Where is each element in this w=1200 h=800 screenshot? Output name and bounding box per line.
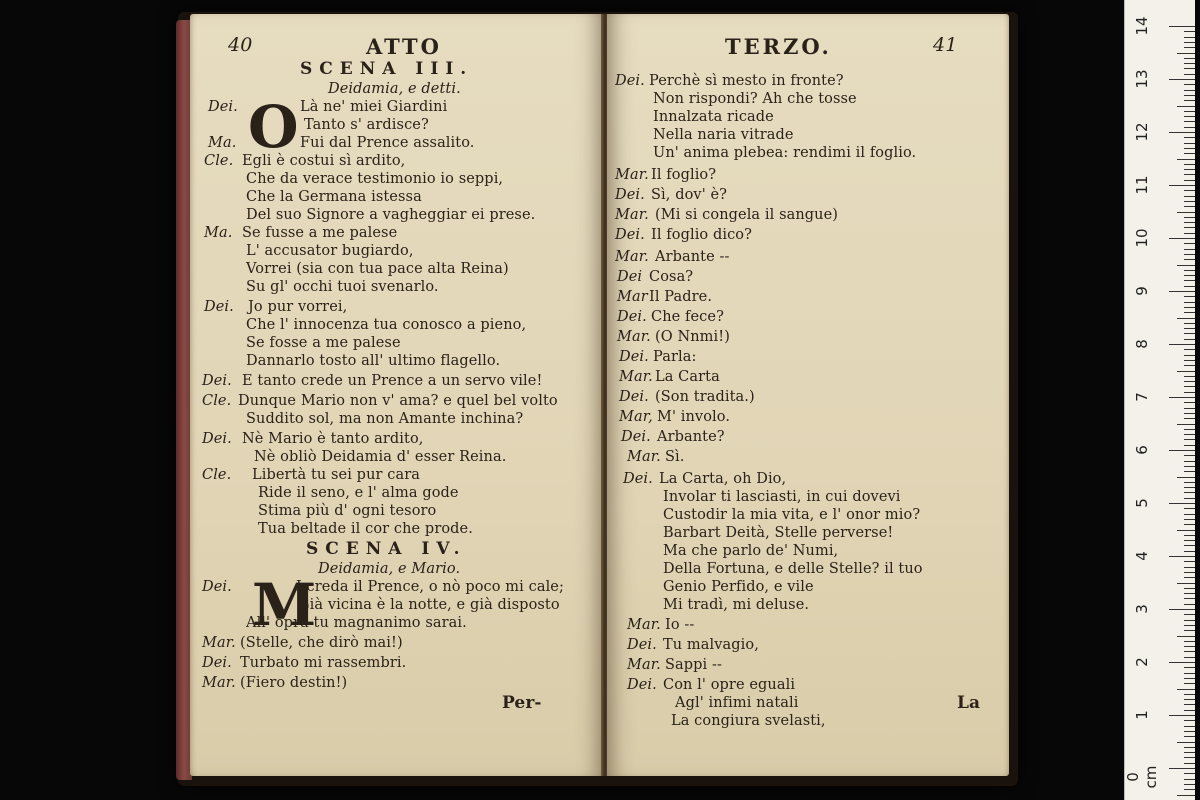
ruler-tick — [1184, 524, 1195, 525]
ruler-tick — [1184, 190, 1195, 191]
ruler-tick — [1177, 318, 1195, 319]
verse-line: Che la Germana istessa — [246, 189, 422, 205]
ruler-tick — [1184, 31, 1195, 32]
ruler-tick — [1184, 471, 1195, 472]
drop-cap-m: M — [252, 571, 317, 639]
ruler-tick — [1169, 344, 1195, 345]
ruler-tick — [1184, 757, 1195, 758]
ruler-label: 0 cm — [1124, 765, 1160, 789]
ruler-tick — [1184, 381, 1195, 382]
ruler-label: 5 — [1133, 498, 1151, 508]
ruler-tick — [1184, 275, 1195, 276]
ruler-tick — [1177, 689, 1195, 690]
verse-line: Mi tradì, mi deluse. — [663, 597, 810, 613]
ruler-tick — [1184, 461, 1195, 462]
verse-line: Perchè sì mesto in fronte? — [649, 73, 844, 89]
ruler-tick — [1184, 683, 1195, 684]
verse-line: Custodir la mia vita, e l' onor mio? — [663, 507, 921, 523]
speaker-label: Dei. — [615, 73, 645, 89]
ruler-tick — [1184, 572, 1195, 573]
ruler-tick — [1177, 371, 1195, 372]
verse-line: Il foglio dico? — [651, 227, 753, 243]
ruler-tick — [1169, 238, 1195, 239]
verse-line: Nè Mario è tanto ardito, — [242, 431, 424, 447]
ruler-tick — [1184, 349, 1195, 350]
verse-line: Libertà tu sei pur cara — [252, 467, 420, 483]
ruler-tick — [1184, 720, 1195, 721]
ruler-tick — [1184, 561, 1195, 562]
verse-line: Il foglio? — [651, 167, 717, 183]
ruler-label: 2 — [1133, 657, 1151, 667]
verse-line: (O Nnmi!) — [655, 329, 730, 345]
verse-line: Tanto s' ardisce? — [304, 117, 429, 133]
scene-title-4: SCENA IV. — [306, 539, 467, 559]
speaker-label: Mar. — [202, 675, 236, 691]
ruler-tick — [1169, 132, 1195, 133]
page-number-right: 41 — [933, 34, 958, 56]
ruler-tick — [1177, 636, 1195, 637]
ruler-label: 14 — [1133, 16, 1151, 36]
catchword-right: La — [957, 693, 981, 713]
ruler-tick — [1184, 704, 1195, 705]
ruler-tick — [1184, 143, 1195, 144]
scene-persons-4: Deidamia, e Mario. — [318, 561, 461, 577]
verse-line: Sì. — [665, 449, 685, 465]
speaker-label: Mar. — [619, 369, 653, 385]
running-header-left: ATTO — [366, 34, 442, 59]
speaker-label: Mar — [617, 289, 648, 305]
ruler-tick — [1184, 233, 1195, 234]
speaker-label: Dei. — [619, 389, 649, 405]
verse-line: Se fosse a me palese — [246, 335, 401, 351]
ruler-tick — [1177, 424, 1195, 425]
verse-line: Sappi -- — [665, 657, 722, 673]
verse-line: Arbante -- — [655, 249, 730, 265]
verse-line: Arbante? — [657, 429, 725, 445]
verse-line: Il Padre. — [649, 289, 713, 305]
ruler-tick — [1169, 291, 1195, 292]
ruler-tick — [1184, 540, 1195, 541]
ruler-tick — [1177, 530, 1195, 531]
speaker-label: Dei. — [204, 299, 234, 315]
verse-line: Ride il seno, e l' alma gode — [258, 485, 459, 501]
verse-line: La Carta — [655, 369, 720, 385]
ruler-tick — [1184, 68, 1195, 69]
ruler-tick — [1184, 482, 1195, 483]
ruler-tick — [1184, 604, 1195, 605]
ruler-tick — [1184, 598, 1195, 599]
ruler-tick — [1184, 137, 1195, 138]
ruler-tick — [1184, 312, 1195, 313]
ruler-tick — [1184, 678, 1195, 679]
verse-line: Che da verace testimonio io seppi, — [246, 171, 504, 187]
verse-line: (Stelle, che dirò mai!) — [240, 635, 403, 651]
ruler-tick — [1184, 37, 1195, 38]
verse-line: Dannarlo tosto all' ultimo flagello. — [246, 353, 501, 369]
ruler-tick — [1184, 100, 1195, 101]
ruler-tick — [1184, 164, 1195, 165]
ruler-tick — [1184, 365, 1195, 366]
ruler-tick — [1184, 694, 1195, 695]
verse-line: Del suo Signore a vagheggiar ei prese. — [246, 207, 536, 223]
ruler-tick — [1184, 673, 1195, 674]
speaker-label: Dei. — [202, 431, 232, 447]
speaker-label: Dei. — [627, 677, 657, 693]
ruler-tick — [1184, 376, 1195, 377]
verse-line: Un' anima plebea: rendimi il foglio. — [653, 145, 917, 161]
verse-line: La Carta, oh Dio, — [659, 471, 787, 487]
verse-line: Suddito sol, ma non Amante inchina? — [246, 411, 524, 427]
ruler-tick — [1169, 662, 1195, 663]
verse-line: Genio Perfido, e vile — [663, 579, 814, 595]
ruler-tick — [1184, 614, 1195, 615]
verse-line: Sì, dov' è? — [651, 187, 728, 203]
speaker-label: Cle. — [204, 153, 234, 169]
verse-line: Nella naria vitrade — [653, 127, 794, 143]
verse-line: Parla: — [653, 349, 697, 365]
ruler-tick — [1184, 201, 1195, 202]
ruler-tick — [1184, 508, 1195, 509]
ruler-tick — [1184, 519, 1195, 520]
ruler-tick — [1184, 243, 1195, 244]
speaker-label: Dei. — [619, 349, 649, 365]
speaker-label: Ma. — [204, 225, 233, 241]
ruler-tick — [1184, 773, 1195, 774]
ruler-tick — [1169, 185, 1195, 186]
verse-line: Se fusse a me palese — [242, 225, 398, 241]
speaker-label: Dei. — [617, 309, 647, 325]
verse-line: E tanto crede un Prence a un servo vile! — [242, 373, 543, 389]
ruler-tick — [1184, 731, 1195, 732]
ruler-tick — [1184, 545, 1195, 546]
ruler-tick — [1184, 47, 1195, 48]
ruler-tick — [1177, 477, 1195, 478]
ruler-label: 11 — [1133, 175, 1151, 195]
verse-line: Tua beltade il cor che prode. — [258, 521, 473, 537]
ruler-tick — [1184, 429, 1195, 430]
ruler-tick — [1169, 609, 1195, 610]
ruler-tick — [1177, 583, 1195, 584]
ruler-tick — [1177, 53, 1195, 54]
speaker-label: Mar. — [627, 449, 661, 465]
ruler-tick — [1184, 286, 1195, 287]
speaker-label: Cle. — [202, 393, 232, 409]
verse-line: Non rispondi? Ah che tosse — [653, 91, 857, 107]
ruler-tick — [1184, 222, 1195, 223]
ruler-tick — [1177, 742, 1195, 743]
ruler-tick — [1169, 715, 1195, 716]
ruler-tick — [1184, 339, 1195, 340]
ruler-tick — [1184, 392, 1195, 393]
verse-line: M' involo. — [657, 409, 731, 425]
verse-line: I creda il Prence, o nò poco mi cale; — [296, 579, 564, 595]
ruler-tick — [1184, 455, 1195, 456]
verse-line: Cosa? — [649, 269, 694, 285]
ruler-tick — [1169, 556, 1195, 557]
ruler-label: 1 — [1133, 710, 1151, 720]
speaker-label: Dei. — [621, 429, 651, 445]
verse-line: Ma che parlo de' Numi, — [663, 543, 839, 559]
ruler-tick — [1184, 651, 1195, 652]
ruler-tick — [1184, 111, 1195, 112]
ruler-tick — [1184, 784, 1195, 785]
ruler-tick — [1184, 355, 1195, 356]
ruler-tick — [1184, 127, 1195, 128]
ruler-tick — [1184, 763, 1195, 764]
scene-title-3: SCENA III. — [300, 59, 474, 79]
ruler-tick — [1184, 402, 1195, 403]
verse-line: Io -- — [665, 617, 695, 633]
speaker-label: Dei. — [202, 655, 232, 671]
ruler-tick — [1169, 79, 1195, 80]
verse-line: Barbart Deità, Stelle perverse! — [663, 525, 894, 541]
speaker-label: Mar. — [615, 207, 649, 223]
verse-line: Della Fortuna, e delle Stelle? il tuo — [663, 561, 923, 577]
ruler-tick — [1169, 450, 1195, 451]
ruler-tick — [1184, 307, 1195, 308]
ruler-tick — [1177, 159, 1195, 160]
verse-line: Fui dal Prence assalito. — [300, 135, 475, 151]
ruler-tick — [1184, 535, 1195, 536]
scene-persons-3: Deidamia, e detti. — [328, 81, 461, 97]
ruler-tick — [1184, 779, 1195, 780]
ruler-tick — [1184, 328, 1195, 329]
ruler-label: 8 — [1133, 339, 1151, 349]
ruler-tick — [1184, 439, 1195, 440]
ruler-label: 3 — [1133, 604, 1151, 614]
ruler-tick — [1184, 567, 1195, 568]
verse-line: (Mi si congela il sangue) — [655, 207, 839, 223]
ruler-tick — [1184, 667, 1195, 668]
ruler-tick — [1184, 90, 1195, 91]
ruler-tick — [1184, 227, 1195, 228]
ruler-tick — [1184, 259, 1195, 260]
ruler-tick — [1184, 206, 1195, 207]
speaker-label: Mar. — [615, 167, 649, 183]
verse-line: (Fiero destin!) — [240, 675, 348, 691]
ruler-tick — [1184, 625, 1195, 626]
ruler-tick — [1184, 492, 1195, 493]
speaker-label: Dei. — [202, 373, 232, 389]
ruler-tick — [1184, 710, 1195, 711]
verse-line: Con l' opre eguali — [663, 677, 796, 693]
ruler-tick — [1184, 747, 1195, 748]
ruler-tick — [1177, 212, 1195, 213]
ruler-tick — [1184, 254, 1195, 255]
speaker-label: Mar, — [619, 409, 653, 425]
verse-line: All' opra tu magnanimo sarai. — [246, 615, 467, 631]
ruler-tick — [1169, 26, 1195, 27]
speaker-label: Dei — [617, 269, 643, 285]
ruler-tick — [1184, 498, 1195, 499]
ruler-tick — [1184, 551, 1195, 552]
ruler-tick — [1184, 302, 1195, 303]
verse-line: Stima più d' ogni tesoro — [258, 503, 437, 519]
verse-line: Che fece? — [651, 309, 724, 325]
ruler-tick — [1184, 174, 1195, 175]
verse-line: (Son tradita.) — [655, 389, 755, 405]
ruler-tick — [1184, 270, 1195, 271]
ruler-tick — [1184, 593, 1195, 594]
speaker-label: Mar. — [615, 249, 649, 265]
verse-line: La congiura svelasti, — [671, 713, 826, 729]
ruler-tick — [1184, 620, 1195, 621]
ruler-tick — [1184, 487, 1195, 488]
ruler-label: 12 — [1133, 122, 1151, 142]
speaker-label: Mar. — [627, 617, 661, 633]
ruler-tick — [1184, 323, 1195, 324]
verse-line: Nè obliò Deidamia d' esser Reina. — [254, 449, 507, 465]
ruler-tick — [1184, 116, 1195, 117]
ruler-label: 7 — [1133, 392, 1151, 402]
verse-line: Dunque Mario non v' ama? e quel bel volto — [238, 393, 558, 409]
ruler-tick — [1184, 386, 1195, 387]
ruler-label: 9 — [1133, 286, 1151, 296]
ruler-label: 4 — [1133, 551, 1151, 561]
ruler-tick — [1184, 360, 1195, 361]
ruler-tick — [1184, 726, 1195, 727]
ruler-tick — [1184, 434, 1195, 435]
ruler-tick — [1177, 265, 1195, 266]
ruler-tick — [1184, 169, 1195, 170]
page-number-left: 40 — [228, 34, 253, 56]
ruler-tick — [1184, 413, 1195, 414]
ruler-tick — [1184, 514, 1195, 515]
verse-line: Vorrei (sia con tua pace alta Reina) — [246, 261, 509, 277]
speaker-label: Mar. — [627, 657, 661, 673]
ruler-tick — [1184, 630, 1195, 631]
verse-line: Innalzata ricade — [653, 109, 774, 125]
ruler-tick — [1184, 153, 1195, 154]
speaker-label: Dei. — [623, 471, 653, 487]
ruler-tick — [1184, 148, 1195, 149]
ruler-label: 13 — [1133, 69, 1151, 89]
verse-line: Agl' infimi natali — [675, 695, 799, 711]
ruler-tick — [1177, 795, 1195, 796]
speaker-label: Mar. — [202, 635, 236, 651]
ruler-tick — [1184, 63, 1195, 64]
speaker-label: Dei. — [202, 579, 232, 595]
ruler-tick — [1184, 736, 1195, 737]
ruler-tick — [1184, 588, 1195, 589]
ruler-tick — [1184, 58, 1195, 59]
ruler-tick — [1169, 397, 1195, 398]
speaker-label: Dei. — [615, 187, 645, 203]
speaker-label: Dei. — [208, 99, 238, 115]
ruler-tick — [1184, 217, 1195, 218]
ruler-tick — [1184, 333, 1195, 334]
ruler-tick — [1184, 249, 1195, 250]
ruler-tick — [1184, 121, 1195, 122]
verse-line: Là ne' miei Giardini — [300, 99, 448, 115]
speaker-label: Cle. — [202, 467, 232, 483]
ruler-label: 10 — [1133, 228, 1151, 248]
catchword-left: Per- — [502, 693, 542, 713]
left-page — [190, 14, 603, 776]
right-page — [607, 14, 1009, 776]
ruler-tick — [1184, 789, 1195, 790]
ruler-tick — [1184, 280, 1195, 281]
ruler-tick — [1184, 196, 1195, 197]
ruler-tick — [1177, 106, 1195, 107]
ruler-tick — [1184, 699, 1195, 700]
measurement-ruler — [1124, 0, 1195, 800]
ruler-tick — [1169, 768, 1195, 769]
ruler-tick — [1184, 641, 1195, 642]
ruler-tick — [1184, 577, 1195, 578]
ruler-tick — [1184, 408, 1195, 409]
ruler-tick — [1184, 95, 1195, 96]
ruler-tick — [1184, 296, 1195, 297]
speaker-label: Dei. — [627, 637, 657, 653]
ruler-tick — [1184, 657, 1195, 658]
ruler-tick — [1184, 418, 1195, 419]
ruler-tick — [1169, 503, 1195, 504]
verse-line: Tu malvagio, — [663, 637, 759, 653]
verse-line: Egli è costui sì ardito, — [242, 153, 406, 169]
ruler-tick — [1184, 646, 1195, 647]
verse-line: Già vicina è la notte, e già disposto — [298, 597, 560, 613]
verse-line: L' accusator bugiardo, — [246, 243, 414, 259]
ruler-tick — [1184, 752, 1195, 753]
verse-line: Jo pur vorrei, — [248, 299, 348, 315]
verse-line: Che l' innocenza tua conosco a pieno, — [246, 317, 527, 333]
speaker-label: Mar. — [617, 329, 651, 345]
verse-line: Involar ti lasciasti, in cui dovevi — [663, 489, 901, 505]
verse-line: Turbato mi rassembri. — [240, 655, 407, 671]
speaker-label: Dei. — [615, 227, 645, 243]
ruler-tick — [1184, 84, 1195, 85]
speaker-label: Ma. — [208, 135, 237, 151]
ruler-tick — [1184, 74, 1195, 75]
ruler-tick — [1184, 42, 1195, 43]
verse-line: Su gl' occhi tuoi svenarlo. — [246, 279, 439, 295]
ruler-tick — [1184, 466, 1195, 467]
ruler-tick — [1184, 180, 1195, 181]
running-header-right: TERZO. — [725, 34, 832, 59]
ruler-label: 6 — [1133, 445, 1151, 455]
drop-cap-o: O — [248, 93, 299, 161]
ruler-tick — [1184, 445, 1195, 446]
